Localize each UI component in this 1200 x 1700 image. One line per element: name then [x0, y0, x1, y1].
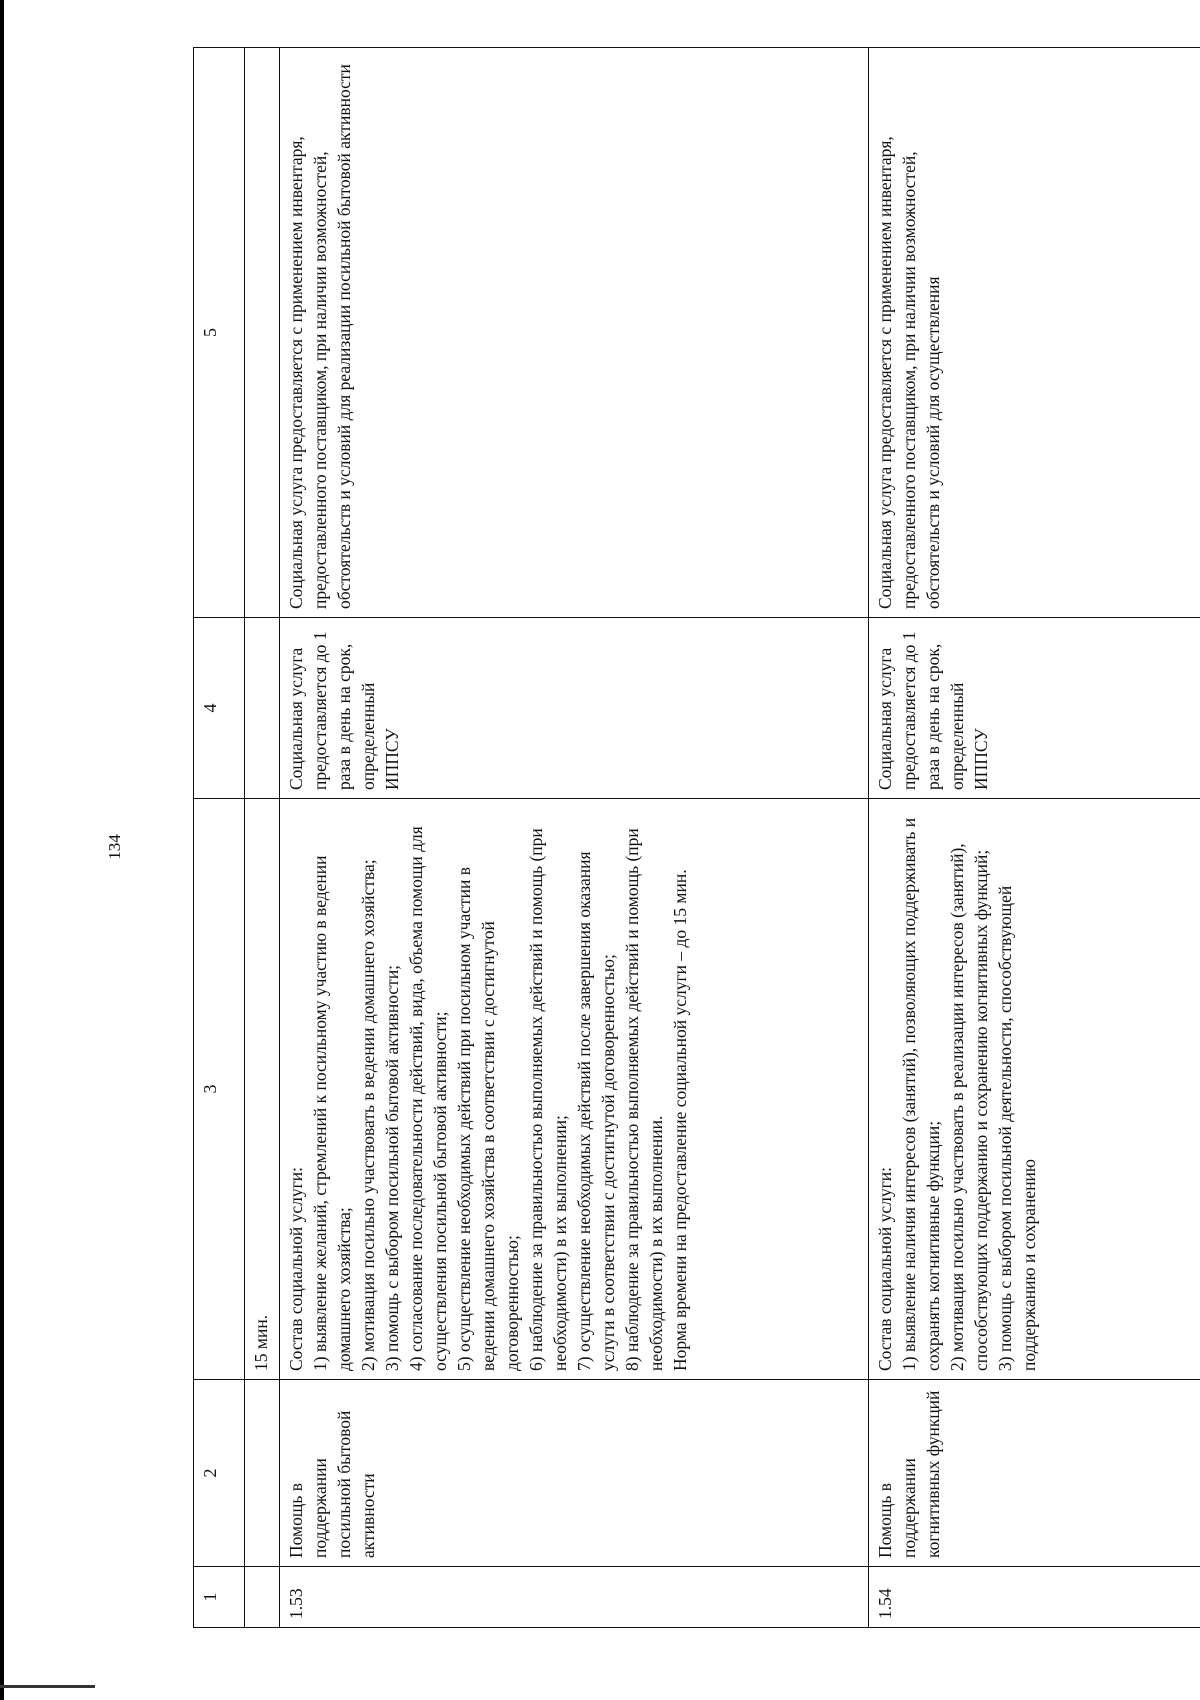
- row-number: 1.54: [869, 1567, 1200, 1628]
- composition-line: 4) согласование последовательности действий, вида, объема помощи для осуществления посильной бытовой активности;: [406, 826, 450, 1371]
- row-number: 1.53: [280, 1567, 869, 1628]
- service-name: Помощь в поддержании когнитивных функций: [869, 1380, 1200, 1567]
- rotated-table-wrapper: [193, 48, 1200, 1628]
- header-col-1: 1: [194, 1567, 245, 1628]
- scan-bottom-mark: [0, 1685, 95, 1688]
- scan-left-edge: [0, 0, 4, 1700]
- composition-line: 3) помощь с выбором посильной бытовой активности;: [382, 964, 402, 1371]
- header-col-3: 3: [194, 799, 245, 1380]
- continuation-cell-2: [245, 1380, 280, 1567]
- table-row: [280, 48, 869, 1628]
- table-row: [869, 48, 1200, 1628]
- composition-line: 6) наблюдение за правильностью выполняемых действий и помощь (при необходимости) в их выполнении;: [526, 828, 570, 1371]
- composition-line: Состав социальной услуги:: [875, 1166, 895, 1371]
- service-conditions: Социальная услуга предоставляется с применением инвентаря, предоставленного поставщиком, при наличии возможностей, обстоятельств и условий для реализации посильной бытовой активности: [280, 48, 869, 618]
- composition-line: 2) мотивация посильно участвовать в ведении домашнего хозяйства;: [358, 859, 378, 1371]
- service-frequency: Социальная услуга предоставляется до 1 раза в день на срок, определенный ИППСУ: [280, 618, 869, 799]
- service-conditions: Социальная услуга предоставляется с применением инвентаря, предоставленного поставщиком, при наличии возможностей, обстоятельств и условий для осуществления: [869, 48, 1200, 618]
- composition-line: 1) выявление наличия интересов (занятий), позволяющих поддерживать и сохранять когнитивные функции;: [899, 817, 943, 1371]
- continuation-row: [245, 48, 280, 1628]
- composition-line: 1) выявление желаний, стремлений к посильному участию в ведении домашнего хозяйства;: [310, 855, 354, 1371]
- service-name: Помощь в поддержании посильной бытовой активности: [280, 1380, 869, 1567]
- composition-line: 5) осуществление необходимых действий при посильном участии в ведении домашнего хозяйства в соответствии с достигнутой договоренностью;: [454, 866, 522, 1371]
- header-col-4: 4: [194, 618, 245, 799]
- composition-line: 8) наблюдение за правильностью выполняемых действий и помощь (при необходимости) в их выполнении.: [622, 828, 666, 1371]
- service-composition: [869, 799, 1200, 1380]
- time-norm-line: Норма времени на предоставление социальной услуги – до 15 мин.: [670, 869, 690, 1371]
- composition-line: 2) мотивация посильно участвовать в реализации интересов (занятий), способствующих поддержанию и сохранению когнитивных функций;: [947, 843, 991, 1371]
- service-frequency: Социальная услуга предоставляется до 1 раза в день на срок, определенный ИППСУ: [869, 618, 1200, 799]
- continuation-cell-5: [245, 48, 280, 618]
- header-col-5: 5: [194, 48, 245, 618]
- services-table: [193, 47, 1200, 1628]
- continuation-cell-1: [245, 1567, 280, 1628]
- composition-line: 7) осуществление необходимых действий после завершения оказания услуги в соответствии с достигнутой договоренностью;: [574, 851, 618, 1371]
- continuation-text: 15 мин.: [245, 799, 280, 1380]
- header-col-2: 2: [194, 1380, 245, 1567]
- header-row: [194, 48, 245, 1628]
- page-number: 134: [105, 834, 124, 860]
- composition-line: 3) помощь с выбором посильной деятельности, способствующей поддержанию и сохранению: [995, 885, 1039, 1371]
- composition-line: Состав социальной услуги:: [286, 1166, 306, 1371]
- continuation-cell-4: [245, 618, 280, 799]
- service-composition: [280, 799, 869, 1380]
